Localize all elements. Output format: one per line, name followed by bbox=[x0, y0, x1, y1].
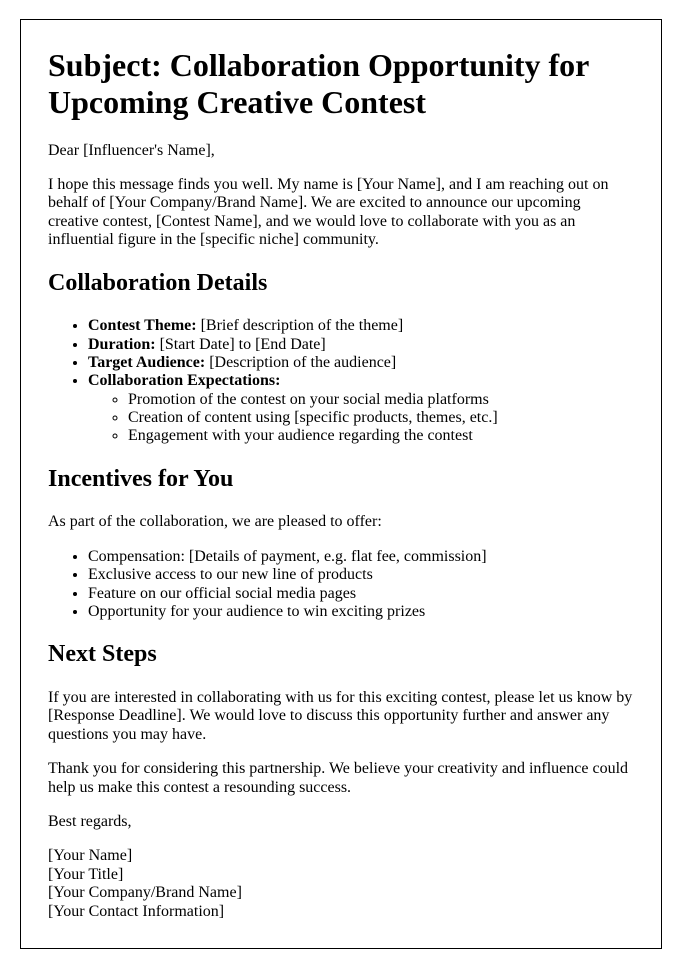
collaboration-expectations-sublist bbox=[88, 391, 634, 446]
list-item-text: [Description of the audience] bbox=[205, 353, 397, 371]
page-title-line-2: Upcoming Creative Contest bbox=[48, 83, 427, 120]
list-item: • Compensation: [Details of payment, e.g. flat fee, commission] bbox=[88, 548, 634, 566]
intro-paragraph: I hope this message finds you well. My name is [Your Name], and I am reaching out on behalf of [Your Company/Brand Name]. We are excited to announce our upcoming creative contest, [Contest Name], and we would love to collaborate with you as an influential figure in the [specific niche] community. bbox=[48, 175, 609, 249]
section-heading-next-steps: Next Steps bbox=[48, 641, 157, 668]
incentives-lead: As part of the collaboration, we are pleased to offer: bbox=[48, 513, 382, 531]
list-item bbox=[88, 317, 634, 335]
list-item-label: Contest Theme: bbox=[88, 317, 197, 335]
closing: Best regards, bbox=[48, 812, 132, 830]
salutation: Dear [Influencer's Name], bbox=[48, 141, 215, 159]
list-item-text: [Start Date] to [End Date] bbox=[155, 335, 326, 353]
list-item-label: Duration: bbox=[88, 335, 156, 353]
list-item: • Opportunity for your audience to win exciting prizes bbox=[88, 603, 634, 621]
incentives-list bbox=[48, 548, 634, 622]
signature-title: [Your Title] bbox=[48, 865, 124, 883]
section-heading-incentives: Incentives for You bbox=[48, 465, 234, 492]
page-title bbox=[48, 47, 634, 121]
next-steps-paragraph-2: Thank you for considering this partnership. We believe your creativity and influence could help us make this contest a resounding success. bbox=[48, 760, 629, 796]
section-heading-collaboration-details: Collaboration Details bbox=[48, 269, 268, 296]
list-item: • Feature on our official social media pages bbox=[88, 585, 634, 603]
list-item bbox=[88, 354, 634, 372]
list-item-label: Target Audience: bbox=[88, 353, 206, 371]
letter-document bbox=[20, 19, 662, 949]
next-steps-paragraph-1: If you are interested in collaborating with us for this exciting contest, please let us know by [Response Deadline]. We would love to discuss this opportunity further and answer any questions you may have. bbox=[48, 689, 633, 743]
sub-list-item: ◦ Engagement with your audience regarding the contest bbox=[128, 427, 634, 445]
signature-block bbox=[48, 847, 634, 921]
sub-list-item: ◦ Promotion of the contest on your social media platforms bbox=[128, 391, 634, 409]
signature-name: [Your Name] bbox=[48, 847, 133, 865]
list-item bbox=[88, 372, 634, 446]
list-item bbox=[88, 336, 634, 354]
collaboration-details-list bbox=[48, 317, 634, 446]
signature-contact: [Your Contact Information] bbox=[48, 902, 225, 920]
list-item-text: [Brief description of the theme] bbox=[196, 317, 404, 335]
signature-company: [Your Company/Brand Name] bbox=[48, 884, 242, 902]
sub-list-item: ◦ Creation of content using [specific products, themes, etc.] bbox=[128, 409, 634, 427]
list-item: • Exclusive access to our new line of products bbox=[88, 566, 634, 584]
page-title-line-1: Subject: Collaboration Opportunity for bbox=[48, 47, 590, 83]
list-item-label: Collaboration Expectations: bbox=[88, 372, 281, 390]
